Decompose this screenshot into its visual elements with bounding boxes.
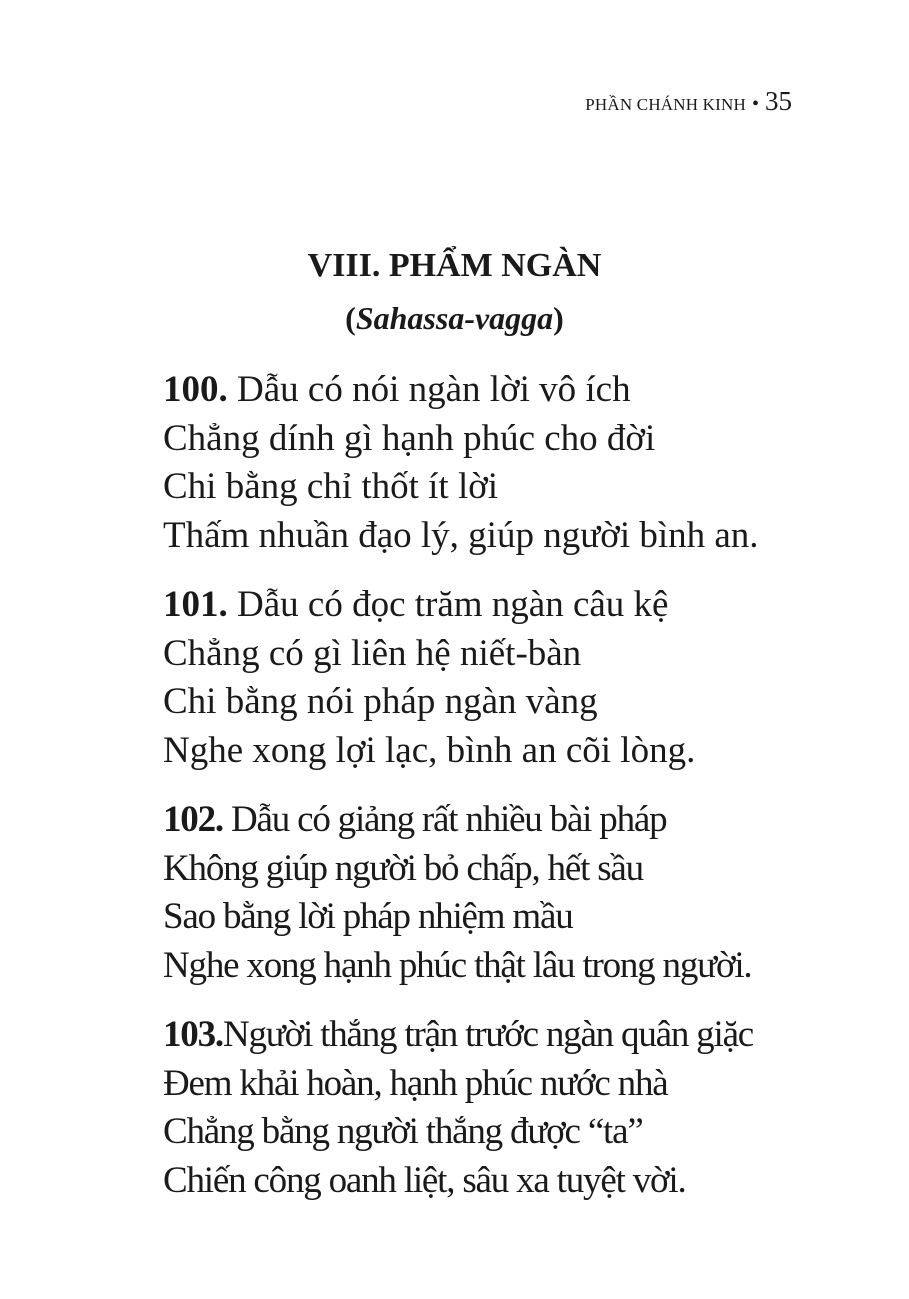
section-title: PHẦN CHÁNH KINH [585,95,746,114]
verse-number: 100. [163,369,228,410]
verse-line-text: Dẫu có đọc trăm ngàn câu kệ [237,584,669,625]
page-number: 35 [765,86,792,116]
subtitle-open-paren: ( [345,300,356,336]
verse-line: Chẳng có gì liên hệ niết-bàn [163,632,582,674]
verse-line: Đem khải hoàn, hạnh phúc nước nhà [163,1062,668,1104]
verse-line: Chiến công oanh liệt, sâu xa tuyệt vời. [163,1159,686,1201]
verse-line: Nghe xong lợi lạc, bình an cõi lòng. [163,729,696,771]
verse-line: Chẳng dính gì hạnh phúc cho đời [163,417,656,459]
verse-line [163,581,843,630]
verse-number: 102. [163,799,223,840]
chapter-subtitle [0,295,909,341]
verse-line: Sao bằng lời pháp nhiệm mầu [163,896,573,937]
subtitle-close-paren: ) [553,300,564,336]
verse-list [163,366,843,1226]
verse-102 [163,796,843,990]
verse-line-text: Dẫu có giảng rất nhiều bài pháp [231,799,667,840]
verse-line: Chi bằng chỉ thốt ít lời [163,466,499,507]
bullet-separator: • [751,93,759,115]
verse-line: Nghe xong hạnh phúc thật lâu trong người. [163,944,752,986]
verse-100 [163,366,843,560]
chapter-title: VIII. PHẨM NGÀN [307,247,602,284]
verse-line: Chẳng bằng người thắng được “ta” [163,1111,643,1152]
verse-103 [163,1011,843,1205]
verse-line-text: Dẫu có nói ngàn lời vô ích [237,369,631,410]
verse-number: 103. [163,1014,223,1055]
verse-line: Chi bằng nói pháp ngàn vàng [163,681,598,722]
verse-line [163,1011,843,1060]
verse-101 [163,581,843,775]
verse-line-text: Người thắng trận trước ngàn quân giặc [222,1014,754,1055]
verse-number: 101. [163,584,228,625]
verse-line [163,796,843,845]
running-head [585,86,792,117]
subtitle-pali-name: Sahassa-vagga [355,300,554,336]
verse-line: Không giúp người bỏ chấp, hết sầu [163,847,643,889]
verse-line [163,366,843,415]
verse-line: Thấm nhuần đạo lý, giúp người bình an. [163,514,759,556]
